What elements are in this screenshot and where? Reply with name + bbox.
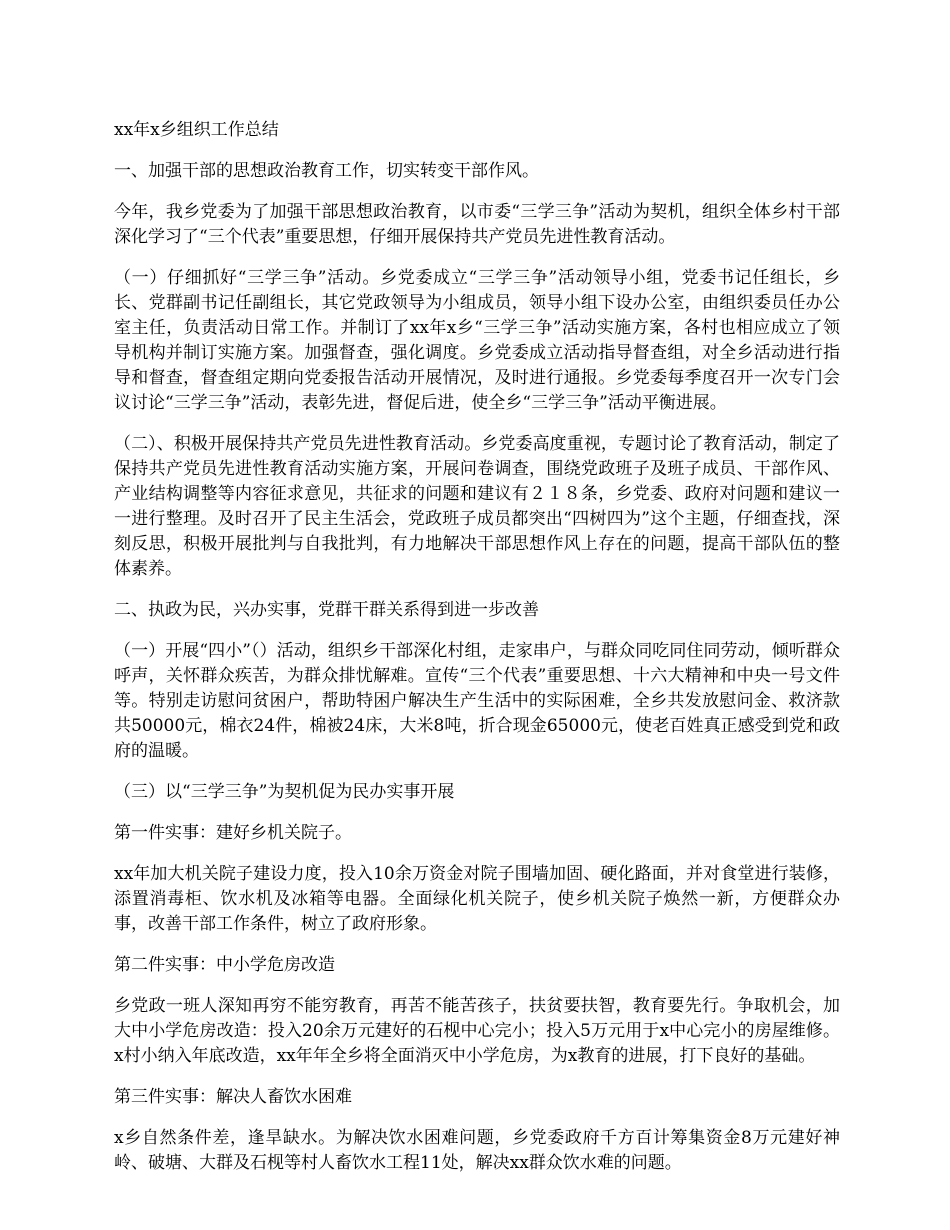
paragraph-xianjinxing: （二）、积极开展保持共产党员先进性教育活动。乡党委高度重视，专题讨论了教育活动，制定了保持共产党员先进性教育活动实施方案，开展问卷调查，围绕党政班子及班子成员、干部作风、产业结构调整等内容征求意见，共征求的问题和建议有２１８条，乡党委、政府对问题和建议一一进行整理。及时召开了民主生活会，党政班子成员都突出“四树四为”这个主题，仔细查找，深刻反思，积极开展批判与自我批判，有力地解决干部思想作风上存在的问题，提高干部队伍的整体素养。 xyxy=(114,434,840,579)
paragraph-sanxue: （一）仔细抓好“三学三争”活动。乡党委成立“三学三争”活动领导小组，党委书记任组长，乡长、党群副书记任副组长，其它党政领导为小组成员，领导小组下设办公室，由组织委员任办公室主任，负责活动日常工作。并制订了xx年x乡“三学三争”活动实施方案，各村也相应成立了领导机构并制订实施方案。加强督查，强化调度。乡党委成立活动指导督查组，对全乡活动进行指导和督查，督查组定期向党委报告活动开展情况，及时进行通报。乡党委每季度召开一次专门会议讨论“三学三争”活动，表彰先进，督促后进，使全乡“三学三争”活动平衡进展。 xyxy=(114,268,840,413)
paragraph-shishi-1: xx年加大机关院子建设力度，投入10余万资金对院子围墙加固、硬化路面，并对食堂进行装修，添置消毒柜、饮水机及冰箱等电器。全面绿化机关院子，使乡机关院子焕然一新，方便群众办事，改善干部工作条件，树立了政府形象。 xyxy=(114,864,840,934)
document-title: xx年x乡组织工作总结 xyxy=(114,120,279,140)
paragraph-intro: 今年，我乡党委为了加强干部思想政治教育，以市委“三学三争”活动为契机，组织全体乡村干部深化学习了“三个代表”重要思想，仔细开展保持共产党员先进性教育活动。 xyxy=(114,202,840,247)
subheading-shishi: （三）以“三学三争”为契机促为民办实事开展 xyxy=(114,782,455,802)
subheading-shishi-3: 第三件实事：解决人畜饮水困难 xyxy=(114,1087,352,1107)
section-heading-2: 二、执政为民，兴办实事，党群干群关系得到进一步改善 xyxy=(114,600,539,620)
paragraph-sixiao: （一）开展“四小”（）活动，组织乡干部深化村组，走家串户，与群众同吃同住同劳动，倾听群众呼声，关怀群众疾苦，为群众排忧解难。宣传“三个代表”重要思想、十六大精神和中央一号文件等。特别走访慰问贫困户，帮助特困户解决生产生活中的实际困难，全乡共发放慰问金、救济款共50000元，棉衣24件，棉被24床，大米8吨，折合现金65000元，使老百姓真正感受到党和政府的温暖。 xyxy=(114,641,840,761)
section-heading-1: 一、加强干部的思想政治教育工作，切实转变干部作风。 xyxy=(114,161,539,181)
paragraph-shishi-3: x乡自然条件差，逢旱缺水。为解决饮水困难问题，乡党委政府千方百计筹集资金8万元建好神岭、破塘、大群及石枧等村人畜饮水工程11处，解决xx群众饮水难的问题。 xyxy=(114,1128,840,1173)
subheading-shishi-1: 第一件实事：建好乡机关院子。 xyxy=(114,823,352,843)
document-page xyxy=(114,118,840,1176)
subheading-shishi-2: 第二件实事：中小学危房改造 xyxy=(114,955,335,975)
paragraph-shishi-2: 乡党政一班人深知再穷不能穷教育，再苦不能苦孩子，扶贫要扶智，教育要先行。争取机会，加大中小学危房改造：投入20余万元建好的石枧中心完小；投入5万元用于x中心完小的房屋维修。x村小纳入年底改造，xx年年全乡将全面消灭中小学危房，为x教育的进展，打下良好的基础。 xyxy=(114,996,840,1066)
